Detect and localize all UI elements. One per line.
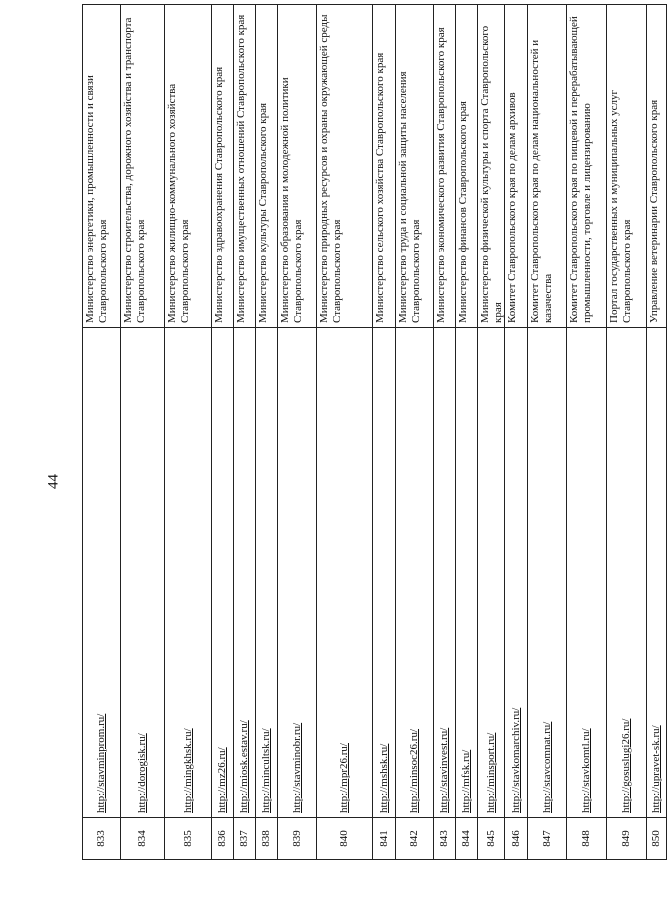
site-url-link[interactable]: http://miosk.estav.ru/ <box>234 328 256 818</box>
table-row <box>647 5 667 860</box>
table-row <box>212 5 234 860</box>
table-row <box>434 5 456 860</box>
table-row <box>373 5 396 860</box>
site-url-link[interactable]: http://mshsk.ru/ <box>373 328 396 818</box>
site-url-link[interactable]: http://stavkomtl.ru/ <box>567 328 607 818</box>
organization-name: Министерство экономического развития Ставропольского края <box>434 5 456 328</box>
row-number: 841 <box>373 818 396 860</box>
site-url-link[interactable]: http://upravet-sk.ru/ <box>647 328 667 818</box>
organization-name: Министерство здравоохранения Ставропольского края <box>212 5 234 328</box>
table-row <box>505 5 528 860</box>
row-number: 843 <box>434 818 456 860</box>
site-url-link[interactable]: http://stavminprom.ru/ <box>83 328 121 818</box>
site-url-link[interactable]: http://stavminobr.ru/ <box>278 328 317 818</box>
site-url-link[interactable]: http://minsoc26.ru/ <box>396 328 434 818</box>
organization-name: Комитет Ставропольского края по пищевой и перерабатывающей промышленности, торговле и лицензированию <box>567 5 607 328</box>
rotated-table-container <box>82 5 663 860</box>
table-row <box>607 5 647 860</box>
row-number: 838 <box>256 818 278 860</box>
row-number: 845 <box>478 818 505 860</box>
site-url-link[interactable]: http://stavkomarchiv.ru/ <box>505 328 528 818</box>
row-number: 839 <box>278 818 317 860</box>
table-row <box>396 5 434 860</box>
table-row <box>478 5 505 860</box>
row-number: 840 <box>317 818 373 860</box>
row-number: 836 <box>212 818 234 860</box>
organization-name: Министерство финансов Ставропольского края <box>456 5 478 328</box>
organization-name: Министерство культуры Ставропольского края <box>256 5 278 328</box>
site-url-link[interactable]: http://mfsk.ru/ <box>456 328 478 818</box>
row-number: 844 <box>456 818 478 860</box>
site-url-link[interactable]: http://mingkhsk.ru/ <box>165 328 212 818</box>
site-url-link[interactable]: http://mz26.ru/ <box>212 328 234 818</box>
row-number: 848 <box>567 818 607 860</box>
organization-name: Министерство сельского хозяйства Ставропольского края <box>373 5 396 328</box>
table-row <box>256 5 278 860</box>
table-row <box>83 5 121 860</box>
table-row <box>528 5 567 860</box>
table-row <box>121 5 165 860</box>
site-url-link[interactable]: http://gosuslugi26.ru/ <box>607 328 647 818</box>
row-number: 842 <box>396 818 434 860</box>
row-number: 850 <box>647 818 667 860</box>
organization-name: Министерство природных ресурсов и охраны окружающей среды Ставропольского края <box>317 5 373 328</box>
table-row <box>317 5 373 860</box>
table-row <box>278 5 317 860</box>
organization-name: Комитет Ставропольского края по делам национальностей и казачества <box>528 5 567 328</box>
site-url-link[interactable]: http://stavcomnat.ru/ <box>528 328 567 818</box>
organization-name: Министерство имущественных отношений Ставропольского края <box>234 5 256 328</box>
organization-name: Управление ветеринарии Ставропольского края <box>647 5 667 328</box>
organization-name: Министерство энергетики, промышленности и связи Ставропольского края <box>83 5 121 328</box>
row-number: 847 <box>528 818 567 860</box>
organization-name: Министерство образования и молодежной политики Ставропольского края <box>278 5 317 328</box>
sites-table <box>82 4 667 860</box>
organization-name: Министерство строительства, дорожного хозяйства и транспорта Ставропольского края <box>121 5 165 328</box>
organization-name: Министерство труда и социальной защиты населения Ставропольского края <box>396 5 434 328</box>
table-row <box>567 5 607 860</box>
site-url-link[interactable]: http://mincultsk.ru/ <box>256 328 278 818</box>
site-url-link[interactable]: http://minsport.ru/ <box>478 328 505 818</box>
row-number: 835 <box>165 818 212 860</box>
site-url-link[interactable]: http://mpr26.ru/ <box>317 328 373 818</box>
organization-name: Комитет Ставропольского края по делам архивов <box>505 5 528 328</box>
page-number: 44 <box>45 474 62 489</box>
organization-name: Министерство физической культуры и спорта Ставропольского края <box>478 5 505 328</box>
row-number: 849 <box>607 818 647 860</box>
organization-name: Министерство жилищно-коммунального хозяйства Ставропольского края <box>165 5 212 328</box>
table-row <box>234 5 256 860</box>
site-url-link[interactable]: http://stavinvest.ru/ <box>434 328 456 818</box>
site-url-link[interactable]: http://dorogisk.ru/ <box>121 328 165 818</box>
table-row <box>456 5 478 860</box>
row-number: 846 <box>505 818 528 860</box>
row-number: 833 <box>83 818 121 860</box>
organization-name: Портал государственных и муниципальных услуг Ставропольского края <box>607 5 647 328</box>
row-number: 837 <box>234 818 256 860</box>
row-number: 834 <box>121 818 165 860</box>
table-row <box>165 5 212 860</box>
